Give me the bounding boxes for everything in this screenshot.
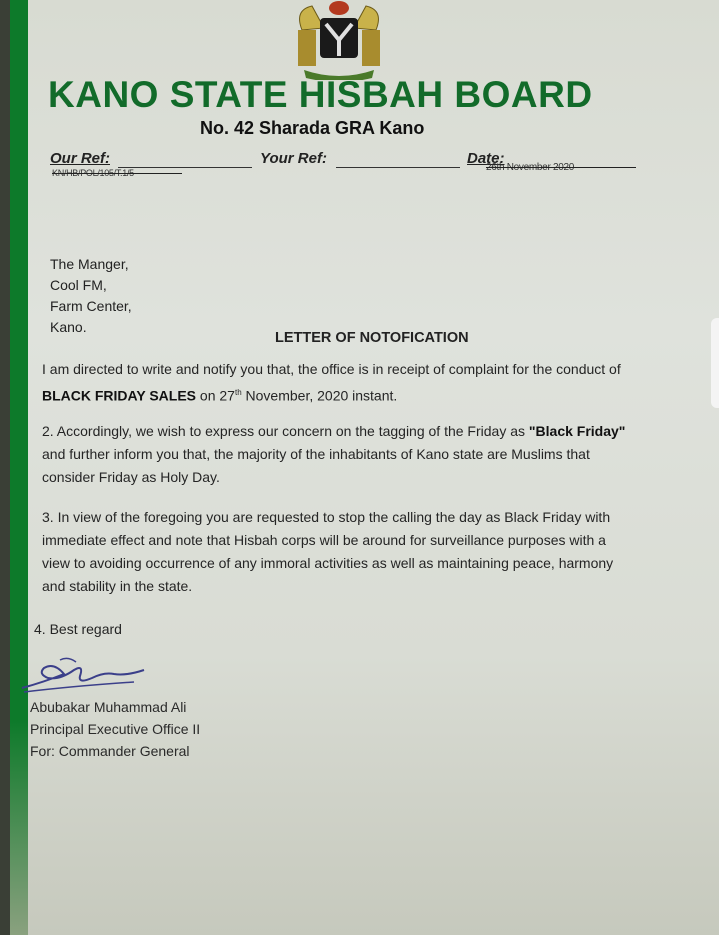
paper-clip-edge [711, 318, 719, 408]
our-ref-rule [118, 167, 252, 168]
black-friday-quote: "Black Friday" [528, 423, 626, 439]
recipient-line: Farm Center, [50, 298, 132, 314]
our-ref-label: Our Ref: [50, 150, 110, 167]
handwritten-signature [14, 652, 154, 702]
paragraph-line: 2. Accordingly, we wish to express our concern on the tagging of the Friday as "Black Friday" [42, 423, 626, 439]
paragraph-4: 4. Best regard [34, 621, 122, 637]
paragraph-line: and further inform you that, the majority of the inhabitants of Kano state are Muslims that [42, 446, 590, 462]
recipient-line: The Manger, [50, 256, 129, 272]
letter-heading: LETTER OF NOTOFICATION [275, 330, 469, 346]
letterhead-green-stripe [10, 0, 28, 720]
paragraph-3 [42, 506, 712, 598]
paragraph-line: consider Friday as Holy Day. [42, 469, 220, 485]
paragraph-line: immediate effect and note that Hisbah corps will be around for surveillance purposes with a [42, 532, 606, 548]
date-label: Date: [467, 150, 505, 167]
signatory-block [30, 696, 200, 762]
paragraph-line: 3. In view of the foregoing you are requested to stop the calling the day as Black Friday with [42, 509, 611, 525]
paragraph-2 [42, 420, 712, 489]
coat-of-arms-icon [284, 0, 394, 80]
paragraph-1 [42, 358, 712, 408]
event-name: BLACK FRIDAY SALES [42, 387, 197, 404]
recipient-line: Kano. [50, 319, 87, 335]
paragraph-line: BLACK FRIDAY SALES on 27th November, 2020 instant. [42, 387, 398, 404]
your-ref-label: Your Ref: [260, 150, 327, 167]
paragraph-line: and stability in the state. [42, 578, 193, 594]
organization-title: KANO STATE HISBAH BOARD [48, 74, 593, 115]
letterhead-green-stripe-fade [10, 720, 28, 935]
recipient-address [50, 254, 132, 338]
signatory-title: Principal Executive Office II [30, 721, 201, 737]
page-shadow-edge [0, 0, 10, 935]
recipient-line: Cool FM, [50, 277, 107, 293]
paragraph-line: I am directed to write and notify you that, the office is in receipt of complaint for the conduct of [42, 361, 621, 377]
signatory-for: For: Commander General [30, 743, 190, 759]
our-ref-value: KN/HB/POL/105/T.1/5 [52, 168, 134, 178]
date-strike [486, 167, 636, 168]
our-ref-strike [52, 173, 182, 174]
signatory-name: Abubakar Muhammad Ali [30, 699, 187, 715]
organization-address: No. 42 Sharada GRA Kano [200, 118, 425, 138]
paragraph-line: view to avoiding occurrence of any immoral activities as well as maintaining peace, harmony [42, 555, 614, 571]
your-ref-rule [336, 167, 460, 168]
date-value: 26th November 2020 [486, 162, 574, 173]
